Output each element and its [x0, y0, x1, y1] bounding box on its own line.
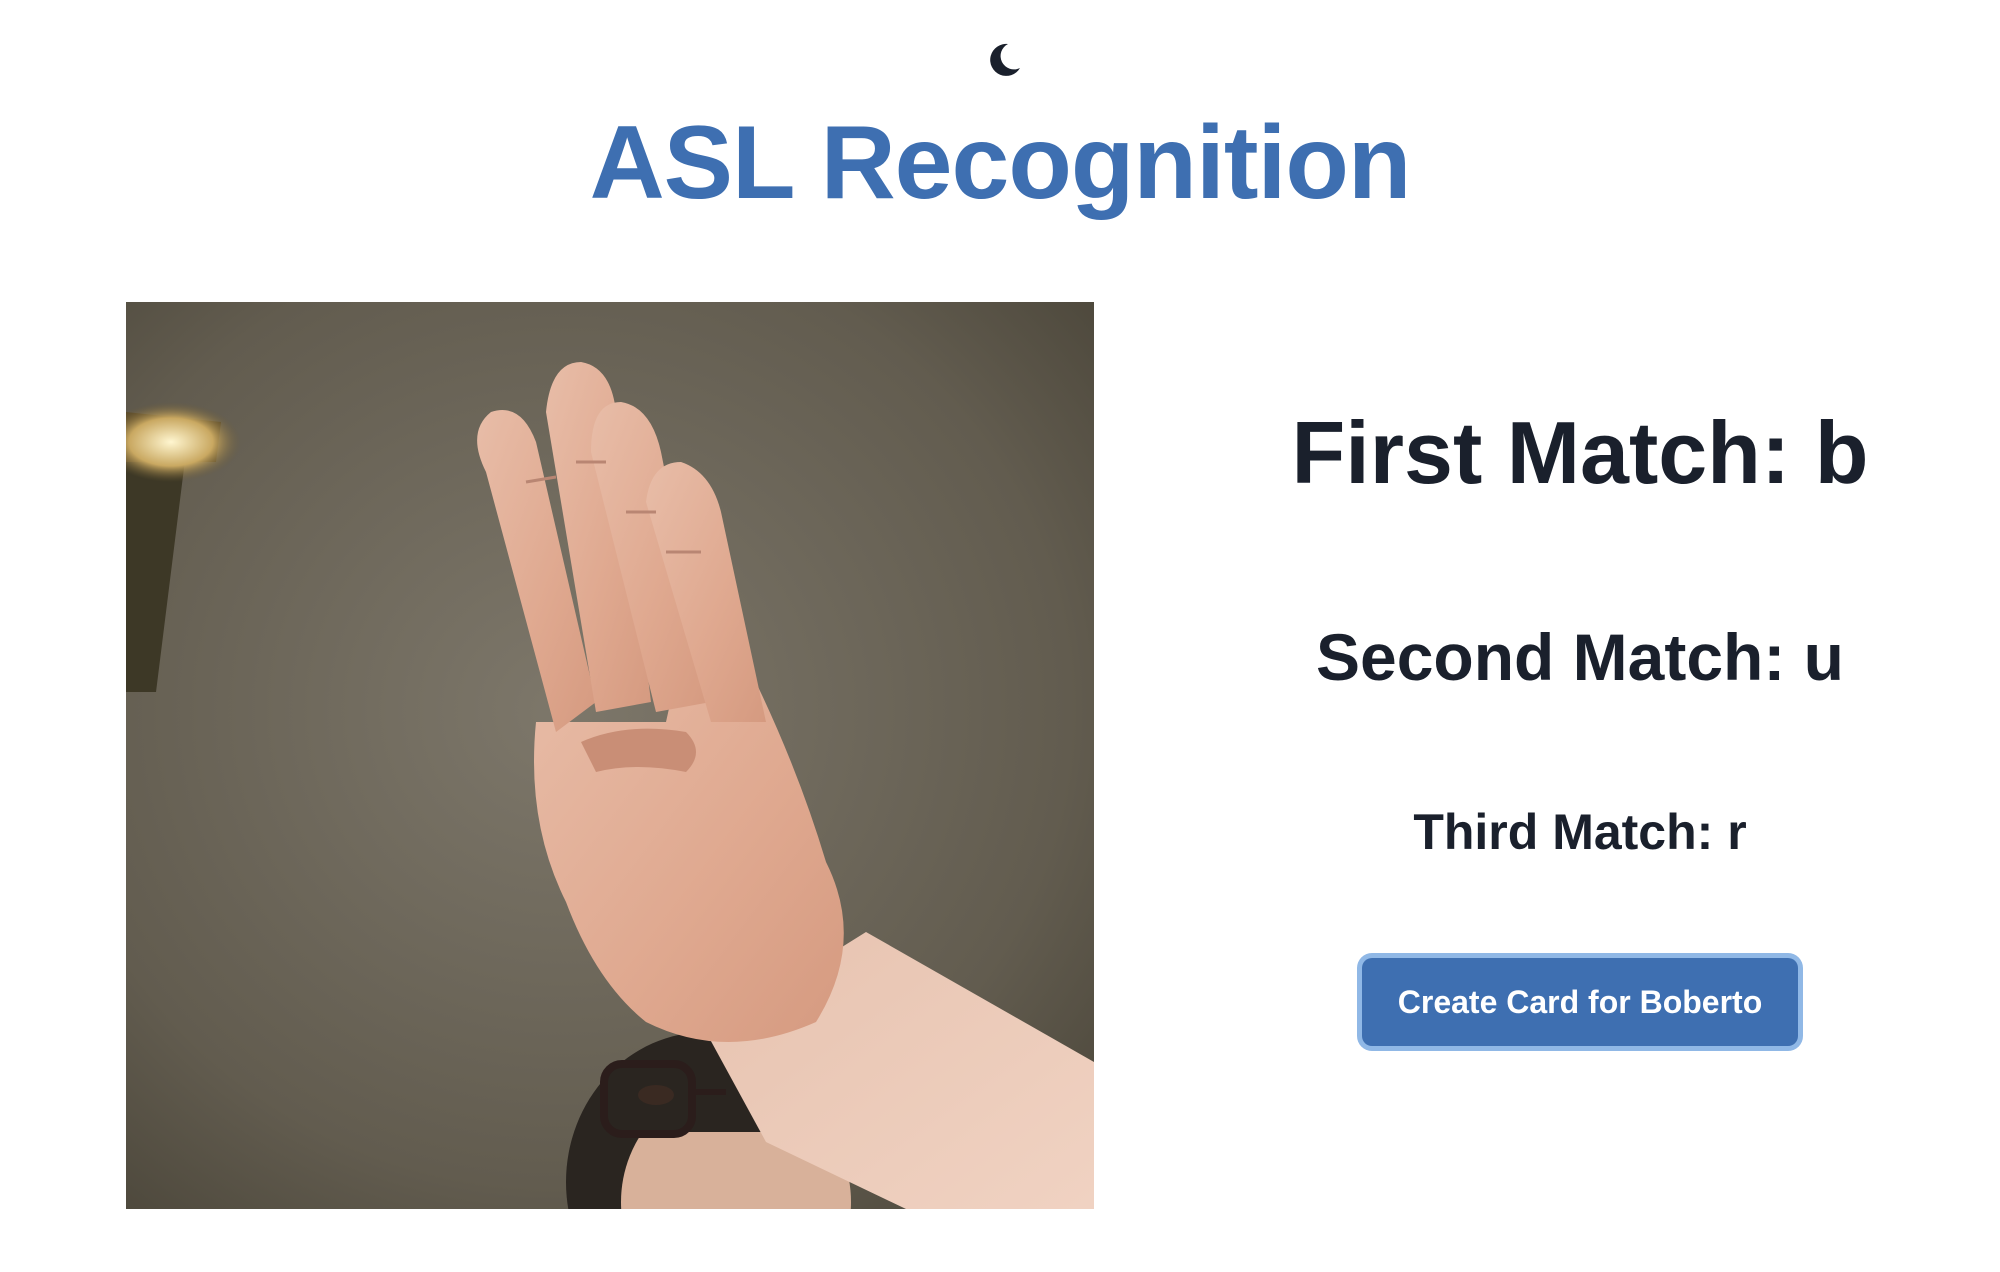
page-title: ASL Recognition — [589, 105, 1411, 221]
webcam-feed — [126, 302, 1094, 1209]
second-match: Second Match: u — [1315, 620, 1845, 694]
third-match: Third Match: r — [1413, 804, 1747, 860]
moon-icon — [982, 38, 1026, 82]
theme-toggle-button[interactable] — [982, 38, 1026, 82]
create-card-button[interactable]: Create Card for Boberto — [1362, 958, 1798, 1046]
first-match: First Match: b — [1291, 403, 1869, 502]
